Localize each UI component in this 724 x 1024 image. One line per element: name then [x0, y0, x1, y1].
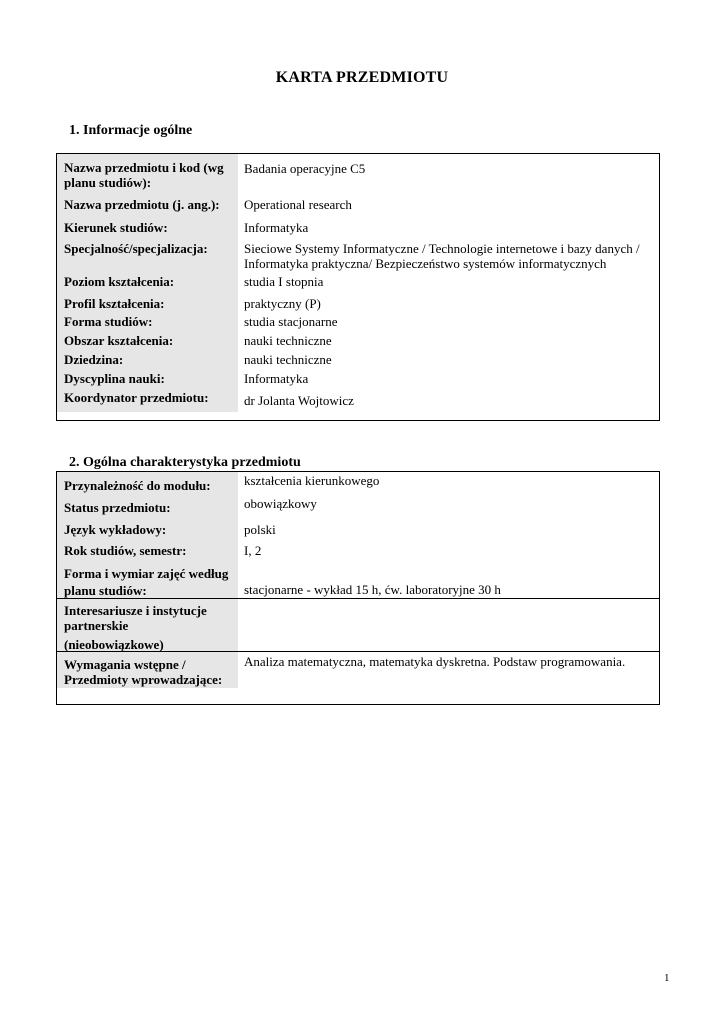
row-label: Status przedmiotu: [57, 495, 238, 518]
row-value: Informatyka [244, 371, 309, 386]
row-label: Specjalność/specjalizacja: [57, 237, 238, 273]
row-label: Rok studiów, semestr: [57, 540, 238, 562]
row-value: nauki techniczne [244, 352, 332, 367]
table-row [57, 652, 659, 688]
table-row [57, 215, 659, 237]
row-label: Kierunek studiów: [57, 215, 238, 237]
table-group-stakeholders [57, 599, 659, 652]
row-value: Informatyka [244, 220, 309, 235]
table-group-requirements [57, 652, 659, 688]
row-value: praktyczny (P) [244, 296, 321, 311]
row-value [238, 599, 659, 651]
row-label: Forma i wymiar zajęć według planu studiów: [57, 562, 238, 598]
characteristics-table [56, 471, 660, 705]
row-value: studia stacjonarne [244, 314, 338, 329]
row-label: Dziedzina: [57, 352, 238, 371]
table-row [57, 562, 659, 598]
table-row [57, 352, 659, 371]
row-label: Nazwa przedmiotu (j. ang.): [57, 192, 238, 215]
row-value: obowiązkowy [244, 496, 317, 511]
row-label: Profil kształcenia: [57, 295, 238, 314]
page-number: 1 [664, 972, 670, 984]
row-value: Operational research [244, 197, 352, 212]
row-value: nauki techniczne [244, 333, 332, 348]
row-label: Obszar kształcenia: [57, 333, 238, 352]
row-value: stacjonarne - wykład 15 h, ćw. laboratoryjne 30 h [244, 582, 501, 597]
row-label: Dyscyplina nauki: [57, 371, 238, 390]
row-value: studia I stopnia [244, 274, 324, 289]
table-row [57, 518, 659, 540]
table-row [57, 599, 659, 651]
section-heading-characteristics: 2. Ogólna charakterystyka przedmiotu [69, 455, 301, 470]
stakeholders-label: Interesariusze i instytucje partnerskie [64, 603, 207, 633]
row-value: Sieciowe Systemy Informatyczne / Technologie internetowe i bazy danych / Informatyka praktyczna/ Bezpieczeństwo systemów informatycznych [244, 241, 640, 271]
table-group-main [57, 472, 659, 599]
row-value: I, 2 [244, 543, 262, 558]
row-label: Koordynator przedmiotu: [57, 390, 238, 412]
stakeholders-optional-label: (nieobowiązkowe) [64, 637, 164, 652]
table-row [57, 154, 659, 192]
row-label: Język wykładowy: [57, 518, 238, 540]
table-row [57, 390, 659, 412]
row-value: polski [244, 522, 276, 537]
table-row [57, 192, 659, 215]
general-info-table [56, 153, 660, 421]
section-heading-general: 1. Informacje ogólne [69, 123, 193, 138]
row-value: dr Jolanta Wojtowicz [244, 393, 354, 408]
row-label: Wymagania wstępne / Przedmioty wprowadzające: [57, 652, 238, 688]
row-label: Nazwa przedmiotu i kod (wg planu studiów): [57, 154, 238, 192]
row-label: Poziom kształcenia: [57, 273, 238, 295]
table-row [57, 237, 659, 273]
table-row [57, 371, 659, 390]
row-label: Forma studiów: [57, 314, 238, 333]
table-row [57, 495, 659, 518]
table-row [57, 295, 659, 314]
table-row [57, 333, 659, 352]
row-value: kształcenia kierunkowego [244, 473, 380, 488]
table-row [57, 472, 659, 495]
row-label [57, 599, 238, 651]
table-row [57, 273, 659, 295]
table-row [57, 540, 659, 562]
table-row [57, 314, 659, 333]
page-title: KARTA PRZEDMIOTU [275, 69, 449, 86]
row-value: Analiza matematyczna, matematyka dyskretna. Podstaw programowania. [244, 654, 626, 669]
row-value: Badania operacyjne C5 [244, 161, 366, 176]
row-label: Przynależność do modułu: [57, 472, 238, 495]
